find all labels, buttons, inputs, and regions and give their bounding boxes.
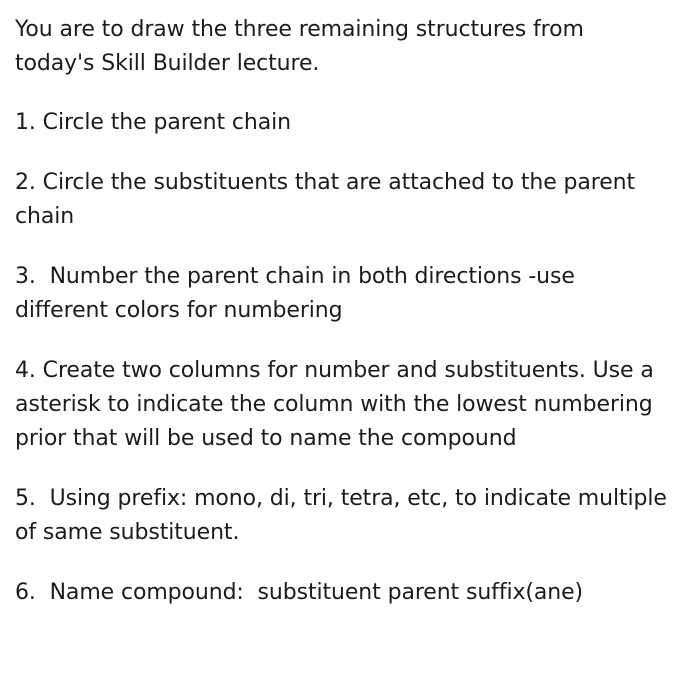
step-5: 5. Using prefix: mono, di, tri, tetra, etc, to indicate multiple of same substituent. bbox=[15, 486, 674, 545]
step-4: 4. Create two columns for number and substituents. Use a asterisk to indicate the column with the lowest numbering prior that will be used to name the compound bbox=[15, 358, 661, 451]
step-3: 3. Number the parent chain in both directions -use different colors for numbering bbox=[15, 264, 582, 323]
intro-text: You are to draw the three remaining structures from today's Skill Builder lecture. bbox=[15, 17, 591, 76]
step-1: 1. Circle the parent chain bbox=[15, 110, 291, 135]
message-body bbox=[15, 13, 674, 636]
step-2: 2. Circle the substituents that are attached to the parent chain bbox=[15, 170, 642, 229]
step-6: 6. Name compound: substituent parent suffix(ane) bbox=[15, 580, 584, 605]
